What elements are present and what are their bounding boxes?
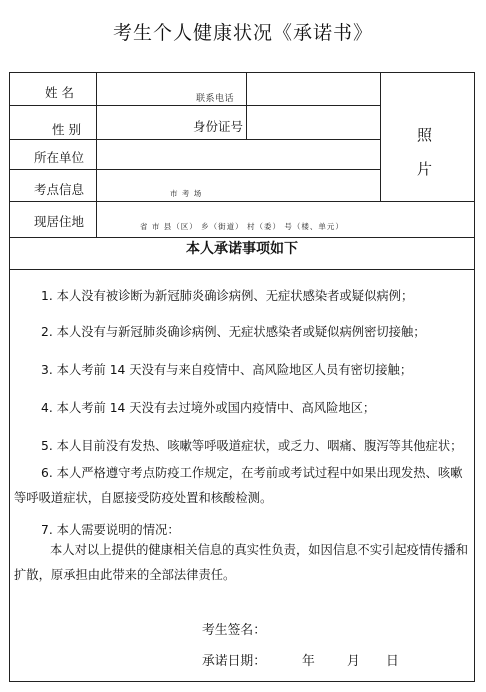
photo-label-2: 片: [417, 160, 433, 178]
declaration-paragraph: 本人对以上提供的健康相关信息的真实性负责，如因信息不实引起疫情传播和扩散，原承担由此带来的全部法律责任。: [14, 543, 469, 582]
phone-field[interactable]: [247, 74, 377, 104]
commitment-item-2: 2. 本人没有与新冠肺炎确诊病例、无症状感染者或疑似病例密切接触；: [41, 325, 426, 339]
address-field[interactable]: [97, 202, 473, 236]
date-label: 承诺日期：: [202, 654, 266, 669]
gender-label: 性 别: [52, 122, 81, 137]
name-label: 姓 名: [45, 85, 74, 100]
photo-label-1: 照: [417, 126, 433, 144]
address-hint: 省 市 县（区） 乡（街道） 村（委） 号（楼、单元）: [140, 222, 344, 231]
unit-field[interactable]: [97, 140, 377, 168]
commitment-item-4: 4. 本人考前 14 天没有去过境外或国内疫情中、高风险地区；: [41, 401, 376, 415]
commitments-heading: 本人承诺事项如下: [186, 241, 298, 257]
date-year: 年: [302, 654, 315, 669]
commitment-item-1: 1. 本人没有被诊断为新冠肺炎确诊病例、无症状感染者或疑似病例；: [41, 289, 414, 303]
date-day: 日: [386, 654, 399, 669]
exam-hint: 市 考 场: [170, 189, 203, 198]
row-divider-6: [10, 269, 474, 270]
id-label: 身份证号: [193, 119, 244, 134]
commitment-item-6: 6. 本人严格遵守考点防疫工作规定，在考前或考试过程中如果出现发热、咳嗽等呼吸道症状，自愿接受防疫处置和核酸检测。: [14, 466, 463, 505]
photo-box: [381, 74, 473, 198]
document-title: 考生个人健康状况《承诺书》: [112, 22, 373, 44]
id-field[interactable]: [247, 106, 377, 138]
signer-label: 考生签名：: [202, 623, 266, 638]
date-month: 月: [347, 654, 360, 669]
commitment-item-5: 5. 本人目前没有发热、咳嗽等呼吸道症状，或乏力、咽痛、腹泻等其他症状；: [41, 439, 463, 453]
address-label: 现居住地: [34, 214, 85, 229]
signature-field[interactable]: [268, 614, 428, 636]
commitment-item-3: 3. 本人考前 14 天没有与来自疫情中、高风险地区人员有密切接触；: [41, 363, 413, 377]
exam-field[interactable]: [97, 170, 377, 200]
unit-label: 所在单位: [34, 150, 85, 165]
commitment-item-7: 7. 本人需要说明的情况：: [41, 523, 180, 537]
exam-label: 考点信息: [34, 182, 85, 197]
phone-label: 联系电话: [196, 94, 235, 104]
